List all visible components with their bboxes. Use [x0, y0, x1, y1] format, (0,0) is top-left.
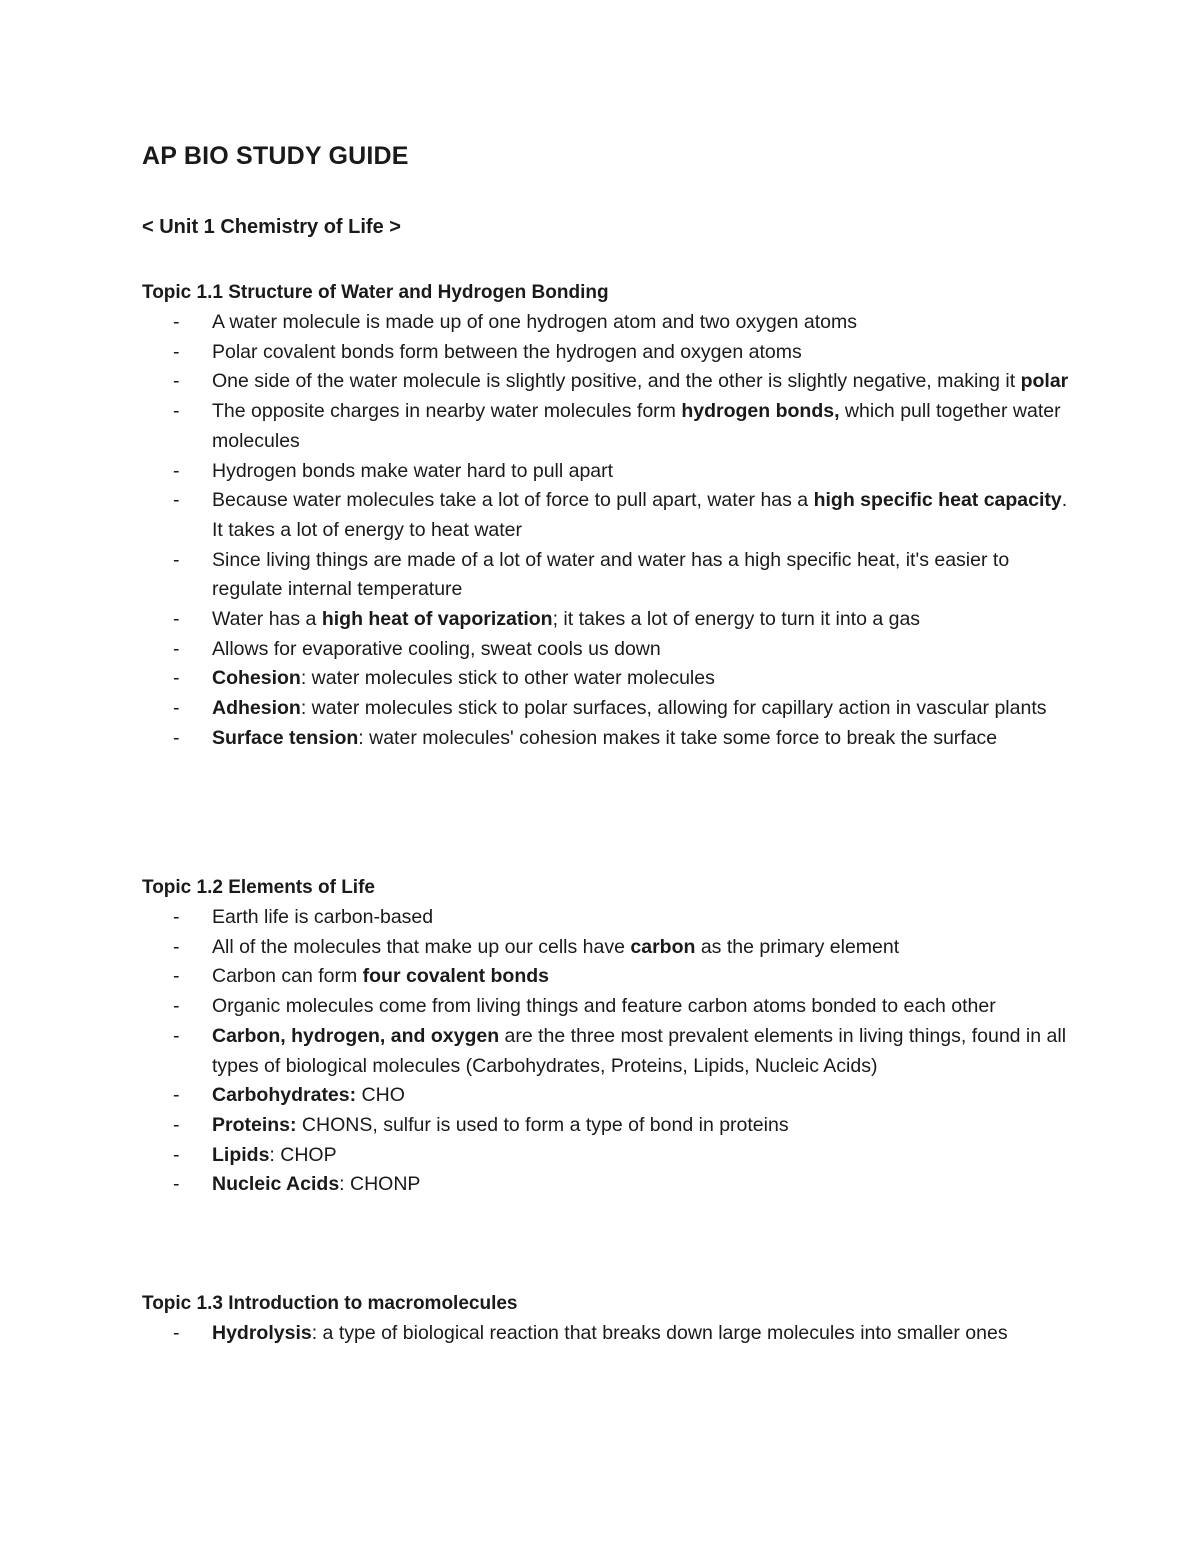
bullet-text: : CHOP [269, 1143, 337, 1166]
bullet-marker: - [173, 340, 180, 363]
bullet-marker: - [173, 1322, 180, 1344]
bullet-item [142, 1022, 1082, 1081]
bullet-marker: - [173, 906, 180, 928]
bullet-text: Allows for evaporative cooling, sweat cools us down [212, 637, 661, 660]
bullet-marker: - [173, 459, 180, 482]
bullet-text: Since living things are made of a lot of water and water has a high specific heat, it's easier to regulate internal temperature [212, 548, 1010, 601]
bold-term: high heat of vaporization [321, 608, 553, 631]
bullet-item [142, 992, 1082, 1022]
bullet-item [142, 903, 1082, 933]
bullet-marker: - [173, 548, 180, 571]
bold-term: Carbohydrates: [212, 1084, 357, 1107]
bullet-text: One side of the water molecule is slightly positive, and the other is slightly negative, making it [212, 370, 1021, 393]
bullet-item [142, 546, 1082, 605]
bullet-item [142, 457, 1082, 487]
bullet-text: A water molecule is made up of one hydrogen atom and two oxygen atoms [212, 311, 857, 333]
bullet-text: Because water molecules take a lot of force to pull apart, water has a [212, 489, 814, 512]
topic-1-1-section [142, 278, 1082, 754]
bullet-text: Carbon can form [212, 965, 363, 988]
bullet-marker: - [173, 489, 180, 512]
bullet-marker: - [173, 400, 180, 423]
bullet-text: CHONS, sulfur is used to form a type of bond in proteins [296, 1113, 789, 1136]
bold-term: Nucleic Acids [212, 1173, 340, 1196]
bold-term: four covalent bonds [362, 965, 550, 988]
bold-term: polar [1020, 370, 1069, 393]
bullet-item [142, 1141, 1082, 1171]
bullet-item [142, 1319, 1082, 1349]
bullet-text: which pull together water molecules [212, 400, 1061, 452]
bullet-item [142, 338, 1082, 368]
bullet-marker: - [173, 697, 180, 720]
bullet-text: ; it takes a lot of energy to turn it into a gas [552, 608, 921, 631]
bullet-text: : water molecules stick to other water molecules [300, 667, 715, 690]
bullet-list [142, 308, 1082, 754]
bullet-marker: - [173, 995, 180, 1018]
topic-heading: Topic 1.1 Structure of Water and Hydrogen Bonding [142, 282, 609, 303]
bullet-text: are the three most prevalent elements in living things, found in all types of biological molecules (Carbohydrates, Proteins, Lipids, Nucleic Acids) [212, 1024, 1067, 1077]
topic-1-2-section [142, 873, 1082, 1200]
bullet-text: : water molecules stick to polar surfaces, allowing for capillary action in vascular plants [300, 697, 1047, 720]
bullet-item [142, 724, 1082, 754]
bullet-text: as the primary element [695, 935, 900, 958]
bullet-marker: - [173, 608, 180, 631]
bullet-item [142, 1170, 1082, 1200]
bullet-marker: - [173, 965, 180, 988]
topic-heading: Topic 1.3 Introduction to macromolecules [142, 1293, 518, 1314]
bullet-item [142, 1081, 1082, 1111]
bullet-item [142, 605, 1082, 635]
bold-term: Surface tension [212, 726, 359, 749]
document-title: AP BIO STUDY GUIDE [142, 142, 409, 170]
bullet-text: Organic molecules come from living things and feature carbon atoms bonded to each other [212, 995, 996, 1018]
bullet-marker: - [173, 726, 180, 749]
bullet-marker: - [173, 667, 180, 690]
bullet-text: . It takes a lot of energy to heat water [212, 489, 1068, 541]
topic-heading: Topic 1.2 Elements of Life [142, 877, 375, 898]
bullet-list [142, 903, 1082, 1200]
bullet-item [142, 397, 1082, 456]
bullet-item [142, 1111, 1082, 1141]
bullet-text: : CHONP [339, 1173, 421, 1196]
bold-term: Proteins: [212, 1113, 297, 1136]
bullet-text: : a type of biological reaction that breaks down large molecules into smaller ones [311, 1322, 1008, 1344]
bold-term: Carbon, hydrogen, and oxygen [212, 1024, 500, 1047]
unit-heading: < Unit 1 Chemistry of Life > [142, 216, 401, 238]
bullet-item [142, 962, 1082, 992]
bullet-item [142, 664, 1082, 694]
bullet-item [142, 308, 1082, 338]
bullet-marker: - [173, 637, 180, 660]
bullet-text: Earth life is carbon-based [212, 906, 434, 928]
bullet-text: CHO [356, 1084, 405, 1107]
bullet-text: Water has a [212, 608, 322, 631]
bullet-text: : water molecules' cohesion makes it take some force to break the surface [358, 726, 998, 749]
bold-term: Cohesion [212, 667, 301, 690]
bullet-marker: - [173, 311, 180, 333]
bullet-marker: - [173, 370, 180, 393]
bullet-text: Polar covalent bonds form between the hydrogen and oxygen atoms [212, 340, 802, 363]
bullet-marker: - [173, 1084, 180, 1107]
bold-term: high specific heat capacity [813, 489, 1062, 512]
bullet-item [142, 933, 1082, 963]
bullet-marker: - [173, 1024, 180, 1047]
bold-term: Hydrolysis [212, 1322, 312, 1344]
bullet-text: The opposite charges in nearby water molecules form [212, 400, 682, 423]
bullet-marker: - [173, 1173, 180, 1196]
bullet-list [142, 1319, 1082, 1349]
bullet-marker: - [173, 1113, 180, 1136]
bold-term: carbon [630, 935, 696, 958]
bullet-item [142, 486, 1082, 545]
bullet-marker: - [173, 935, 180, 958]
bullet-item [142, 367, 1082, 397]
bullet-item [142, 694, 1082, 724]
bold-term: Adhesion [212, 697, 301, 720]
topic-1-3-section [142, 1289, 1082, 1349]
bullet-item [142, 635, 1082, 665]
bold-term: hydrogen bonds, [681, 400, 840, 423]
bullet-text: Hydrogen bonds make water hard to pull apart [212, 459, 614, 482]
bullet-marker: - [173, 1143, 180, 1166]
bold-term: Lipids [212, 1143, 270, 1166]
bullet-text: All of the molecules that make up our cells have [212, 935, 631, 958]
